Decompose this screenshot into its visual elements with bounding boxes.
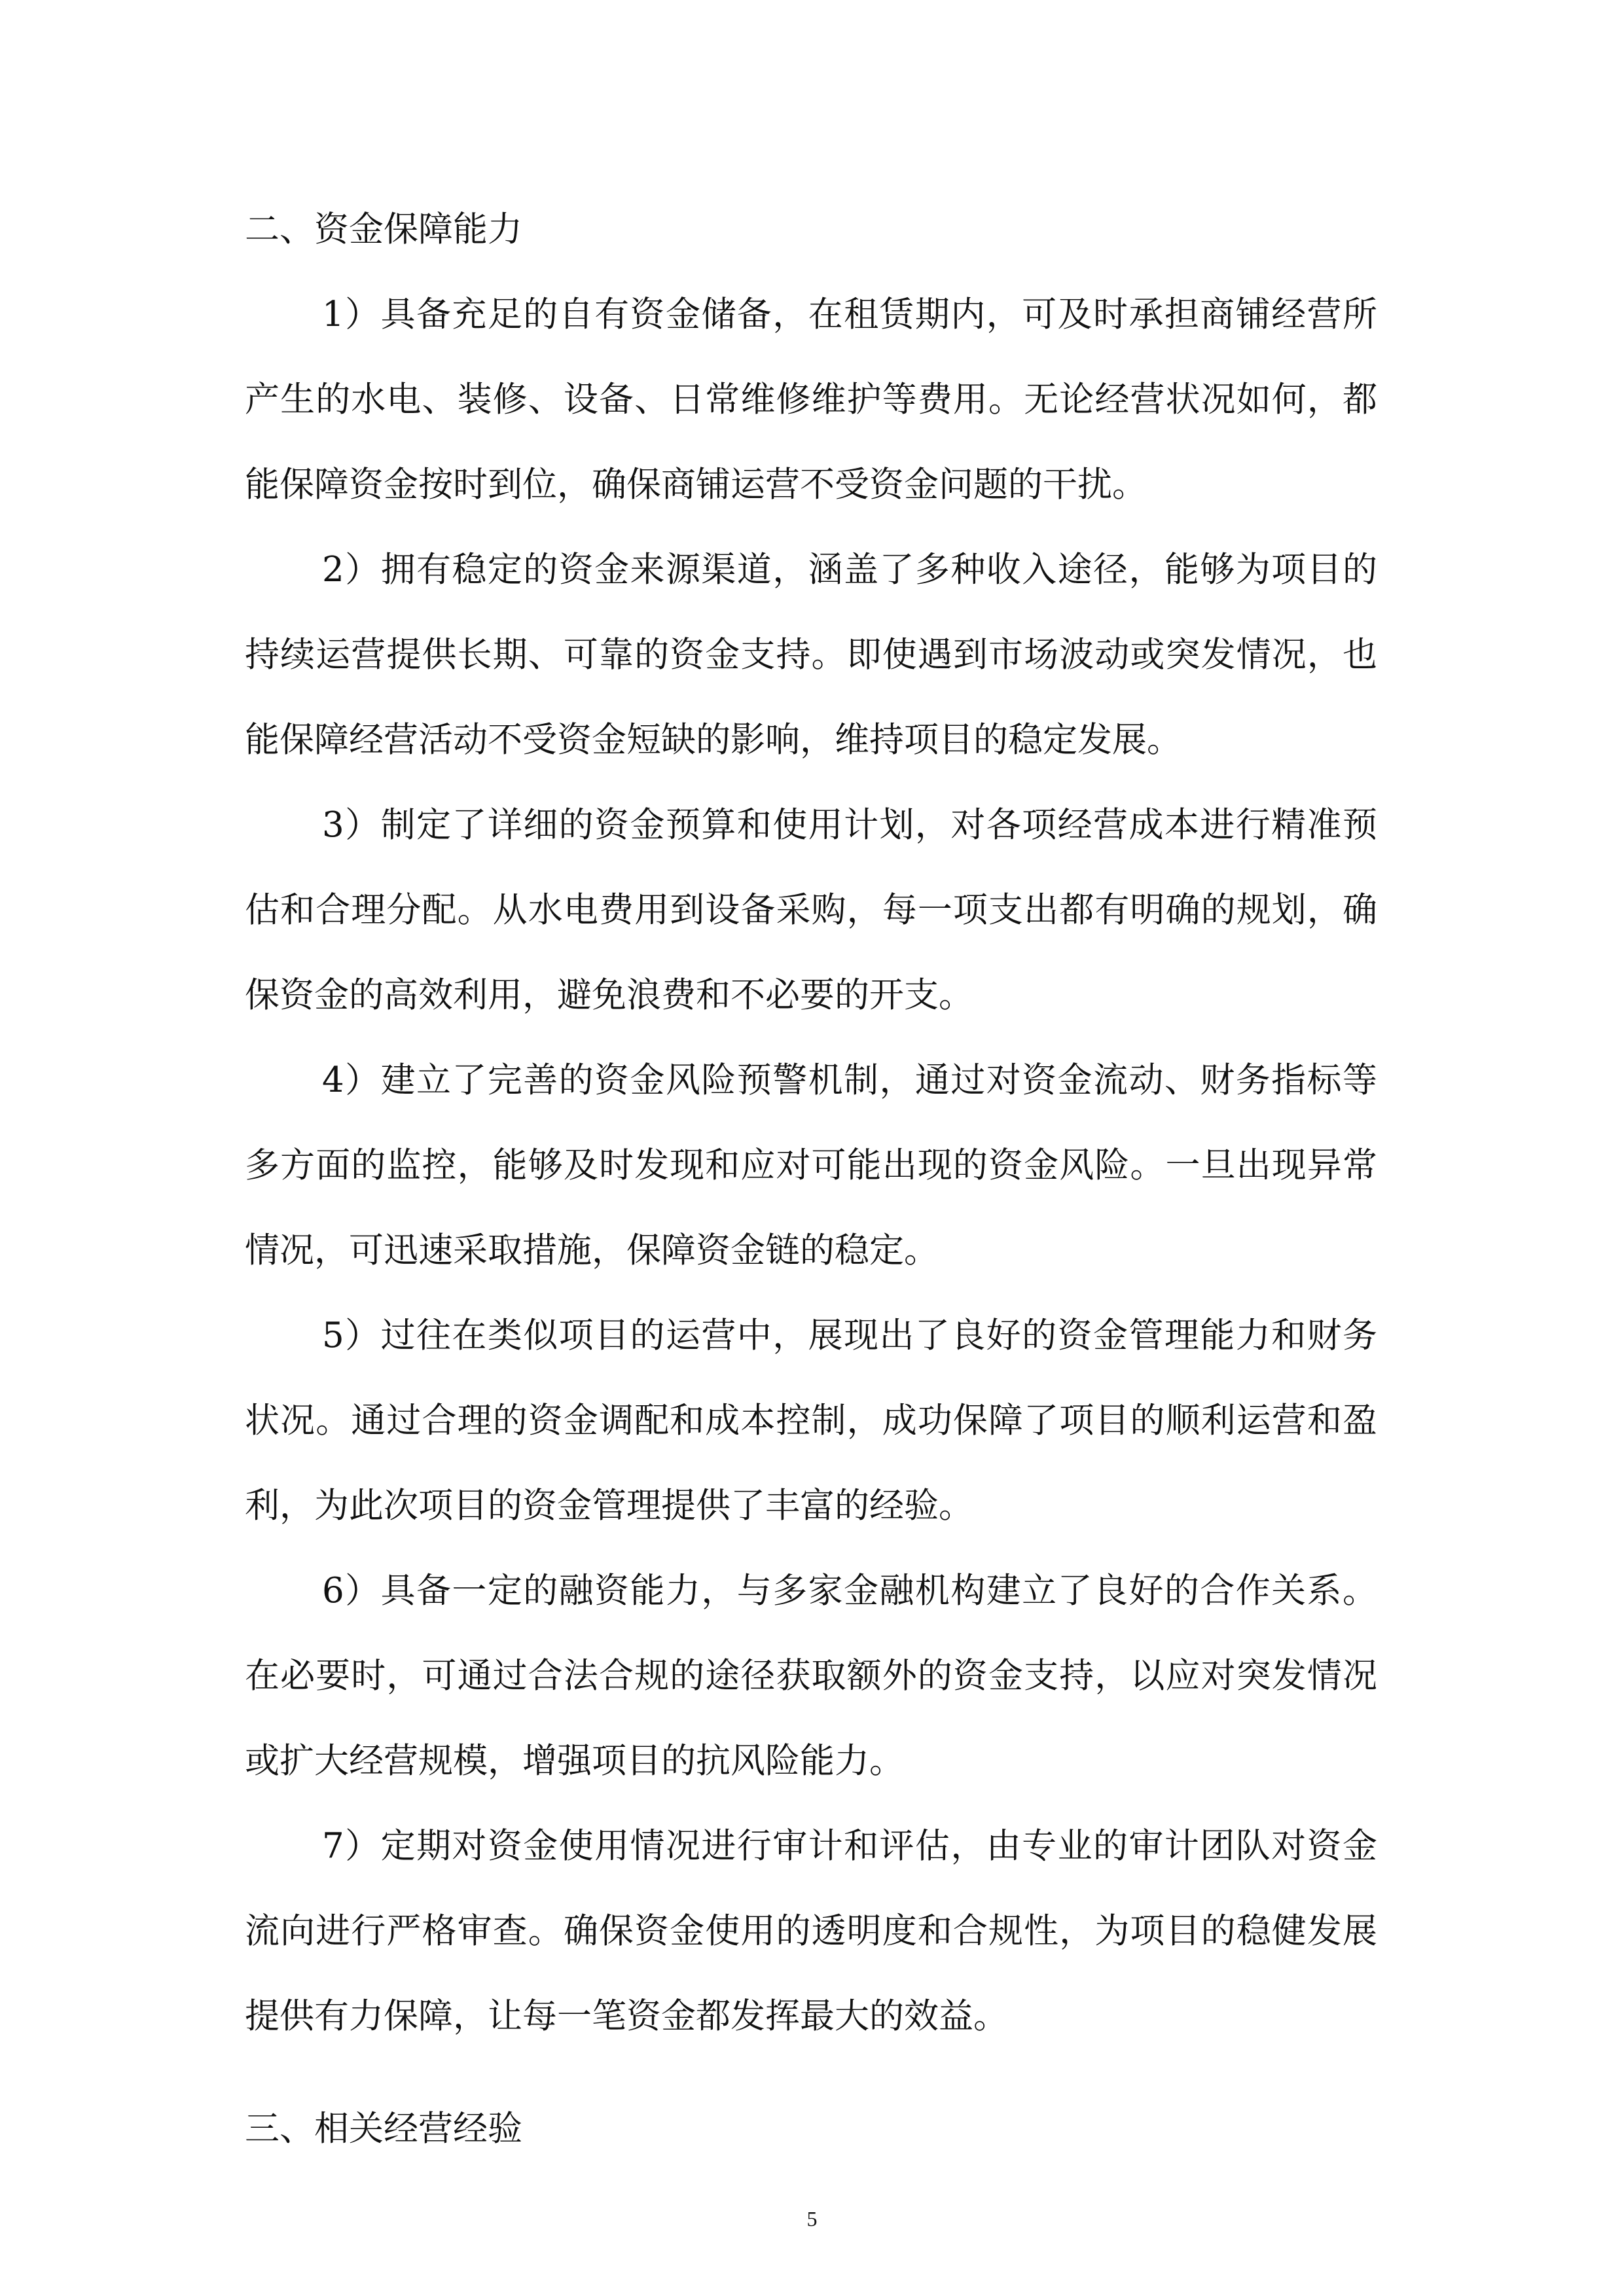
section-heading-funding: 二、资金保障能力 <box>245 209 522 249</box>
paragraph-4: 4）建立了完善的资金风险预警机制，通过对资金流动、财务指标等多方面的监控，能够及时发现和应对可能出现的资金风险。一旦出现异常情况，可迅速采取措施，保障资金链的稳定。 <box>245 1060 1377 1270</box>
paragraph-1: 1）具备充足的自有资金储备，在租赁期内，可及时承担商铺经营所产生的水电、装修、设备、日常维修维护等费用。无论经营状况如何，都能保障资金按时到位，确保商铺运营不受资金问题的干扰。 <box>245 295 1377 505</box>
page-number: 5 <box>806 2207 818 2231</box>
page-body <box>245 187 1377 2172</box>
paragraph-3: 3）制定了详细的资金预算和使用计划，对各项经营成本进行精准预估和合理分配。从水电费用到设备采购，每一项支出都有明确的规划，确保资金的高效利用，避免浪费和不必要的开支。 <box>245 805 1377 1015</box>
paragraph-7: 7）定期对资金使用情况进行审计和评估，由专业的审计团队对资金流向进行严格审查。确保资金使用的透明度和合规性，为项目的稳健发展提供有力保障，让每一笔资金都发挥最大的效益。 <box>245 1826 1377 2036</box>
paragraph-6: 6）具备一定的融资能力，与多家金融机构建立了良好的合作关系。在必要时，可通过合法合规的途径获取额外的资金支持，以应对突发情况或扩大经营规模，增强项目的抗风险能力。 <box>245 1571 1377 1781</box>
paragraph-5: 5）过往在类似项目的运营中，展现出了良好的资金管理能力和财务状况。通过合理的资金调配和成本控制，成功保障了项目的顺利运营和盈利，为此次项目的资金管理提供了丰富的经验。 <box>245 1316 1377 1526</box>
paragraph-2: 2）拥有稳定的资金来源渠道，涵盖了多种收入途径，能够为项目的持续运营提供长期、可靠的资金支持。即使遇到市场波动或突发情况，也能保障经营活动不受资金短缺的影响，维持项目的稳定发展。 <box>245 550 1377 760</box>
section-heading-experience: 三、相关经营经验 <box>245 2109 522 2149</box>
